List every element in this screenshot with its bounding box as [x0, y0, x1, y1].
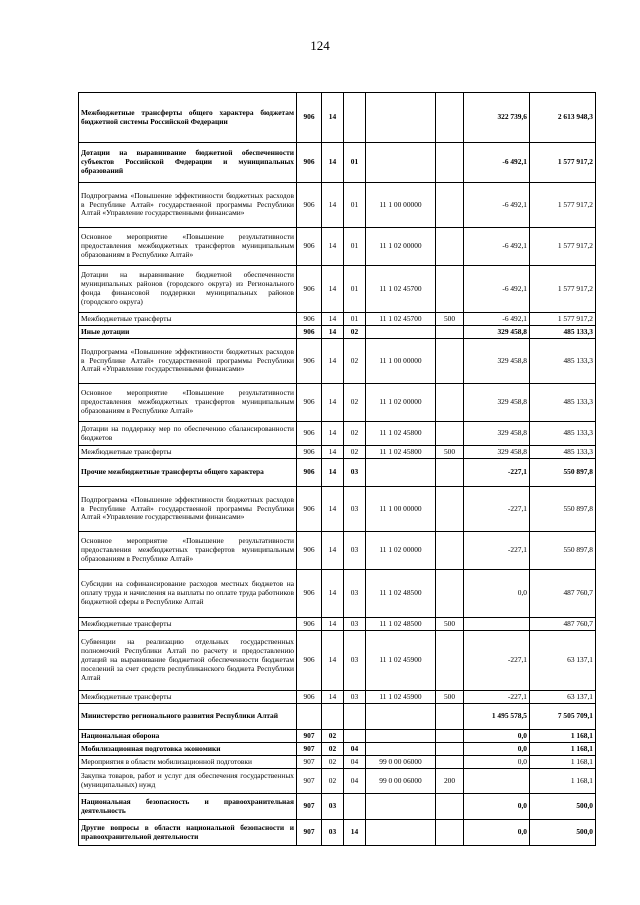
amount-total-cell: 550 897,8 — [530, 459, 596, 487]
expense-type-cell: 200 — [436, 769, 464, 794]
amount-total-cell: 63 137,1 — [530, 631, 596, 691]
section-code-cell: 03 — [322, 794, 344, 820]
item-name-cell: Мероприятия в области мобилизационной подготовки — [79, 756, 297, 769]
table-row — [79, 704, 596, 730]
item-name-cell: Основное мероприятие «Повышение результативности предоставления межбюджетных трансфертов муниципальным образованиям в Республике Алтай» — [79, 384, 297, 422]
section-code-cell: 14 — [322, 618, 344, 631]
expense-type-cell — [436, 532, 464, 570]
amount-change-cell: -227,1 — [464, 459, 530, 487]
amount-total-cell: 1 577 917,2 — [530, 228, 596, 266]
ministry-code-cell: 906 — [297, 313, 322, 326]
item-name-cell: Мобилизационная подготовка экономики — [79, 743, 297, 756]
section-code-cell: 03 — [322, 820, 344, 846]
ministry-code-cell: 906 — [297, 618, 322, 631]
section-code-cell: 14 — [322, 93, 344, 143]
subsection-code-cell: 02 — [344, 326, 366, 339]
budget-table — [78, 92, 596, 846]
table-row — [79, 618, 596, 631]
ministry-code-cell: 906 — [297, 339, 322, 384]
table-row — [79, 691, 596, 704]
item-name-cell: Межбюджетные трансферты — [79, 446, 297, 459]
amount-total-cell: 487 760,7 — [530, 570, 596, 618]
section-code-cell: 14 — [322, 446, 344, 459]
subsection-code-cell: 03 — [344, 570, 366, 618]
table-row — [79, 730, 596, 743]
item-name-cell: Дотации на выравнивание бюджетной обеспеченности муниципальных районов (городского округа) из Регионального фонда финансовой поддержки муниципальных районов (городского округа) — [79, 266, 297, 313]
item-name-cell: Министерство регионального развития Республики Алтай — [79, 704, 297, 730]
ministry-code-cell: 907 — [297, 730, 322, 743]
expense-type-cell — [436, 570, 464, 618]
ministry-code-cell — [297, 704, 322, 730]
amount-change-cell: 329 458,8 — [464, 384, 530, 422]
table-row — [79, 183, 596, 228]
subsection-code-cell: 03 — [344, 532, 366, 570]
expense-type-cell — [436, 730, 464, 743]
subsection-code-cell: 02 — [344, 339, 366, 384]
amount-total-cell: 485 133,3 — [530, 446, 596, 459]
table-row — [79, 631, 596, 691]
section-code-cell: 14 — [322, 422, 344, 446]
table-row — [79, 756, 596, 769]
amount-total-cell: 1 168,1 — [530, 743, 596, 756]
ministry-code-cell: 906 — [297, 183, 322, 228]
table-row — [79, 794, 596, 820]
target-article-cell — [366, 704, 436, 730]
section-code-cell: 14 — [322, 384, 344, 422]
table-row — [79, 228, 596, 266]
amount-change-cell: 0,0 — [464, 756, 530, 769]
section-code-cell: 14 — [322, 532, 344, 570]
expense-type-cell — [436, 794, 464, 820]
expense-type-cell — [436, 183, 464, 228]
item-name-cell: Прочие межбюджетные трансферты общего характера — [79, 459, 297, 487]
section-code-cell — [322, 704, 344, 730]
ministry-code-cell: 906 — [297, 532, 322, 570]
section-code-cell: 14 — [322, 459, 344, 487]
expense-type-cell — [436, 487, 464, 532]
item-name-cell: Подпрограмма «Повышение эффективности бюджетных расходов в Республике Алтай» государственной программы Республики Алтай «Управление государственными финансами» — [79, 339, 297, 384]
target-article-cell: 11 1 02 48500 — [366, 570, 436, 618]
target-article-cell: 11 1 02 48500 — [366, 618, 436, 631]
section-code-cell: 14 — [322, 691, 344, 704]
amount-change-cell — [464, 769, 530, 794]
subsection-code-cell: 02 — [344, 384, 366, 422]
subsection-code-cell — [344, 730, 366, 743]
ministry-code-cell: 906 — [297, 384, 322, 422]
amount-change-cell: -6 492,1 — [464, 183, 530, 228]
target-article-cell — [366, 143, 436, 183]
target-article-cell: 11 1 02 45700 — [366, 266, 436, 313]
item-name-cell: Основное мероприятие «Повышение результативности предоставления межбюджетных трансфертов муниципальным образованиям в Республике Алтай» — [79, 228, 297, 266]
expense-type-cell — [436, 326, 464, 339]
subsection-code-cell: 03 — [344, 487, 366, 532]
amount-total-cell: 500,0 — [530, 820, 596, 846]
amount-total-cell: 485 133,3 — [530, 422, 596, 446]
subsection-code-cell: 03 — [344, 631, 366, 691]
target-article-cell — [366, 730, 436, 743]
amount-change-cell: -227,1 — [464, 532, 530, 570]
item-name-cell: Закупка товаров, работ и услуг для обеспечения государственных (муниципальных) нужд — [79, 769, 297, 794]
amount-total-cell: 550 897,8 — [530, 532, 596, 570]
target-article-cell: 11 1 02 45800 — [366, 422, 436, 446]
subsection-code-cell: 01 — [344, 266, 366, 313]
table-row — [79, 266, 596, 313]
ministry-code-cell: 907 — [297, 756, 322, 769]
subsection-code-cell: 04 — [344, 769, 366, 794]
expense-type-cell — [436, 266, 464, 313]
amount-change-cell: 329 458,8 — [464, 339, 530, 384]
subsection-code-cell: 02 — [344, 446, 366, 459]
subsection-code-cell — [344, 93, 366, 143]
amount-change-cell: -6 492,1 — [464, 313, 530, 326]
ministry-code-cell: 906 — [297, 93, 322, 143]
amount-change-cell: -227,1 — [464, 631, 530, 691]
amount-change-cell: 329 458,8 — [464, 326, 530, 339]
expense-type-cell — [436, 631, 464, 691]
table-row — [79, 313, 596, 326]
table-row — [79, 532, 596, 570]
section-code-cell: 14 — [322, 228, 344, 266]
ministry-code-cell: 906 — [297, 446, 322, 459]
target-article-cell: 11 1 00 00000 — [366, 487, 436, 532]
expense-type-cell — [436, 93, 464, 143]
subsection-code-cell: 14 — [344, 820, 366, 846]
table-row — [79, 769, 596, 794]
subsection-code-cell: 01 — [344, 313, 366, 326]
item-name-cell: Подпрограмма «Повышение эффективности бюджетных расходов в Республике Алтай» государственной программы Республики Алтай «Управление государственными финансами» — [79, 487, 297, 532]
item-name-cell: Межбюджетные трансферты — [79, 691, 297, 704]
table-row — [79, 384, 596, 422]
table-row — [79, 326, 596, 339]
target-article-cell — [366, 743, 436, 756]
table-row — [79, 93, 596, 143]
table-row — [79, 422, 596, 446]
amount-total-cell: 2 613 948,3 — [530, 93, 596, 143]
table-row — [79, 487, 596, 532]
ministry-code-cell: 906 — [297, 422, 322, 446]
expense-type-cell — [436, 743, 464, 756]
subsection-code-cell: 03 — [344, 459, 366, 487]
ministry-code-cell: 907 — [297, 820, 322, 846]
amount-total-cell: 1 168,1 — [530, 756, 596, 769]
amount-change-cell: -227,1 — [464, 691, 530, 704]
amount-total-cell: 1 577 917,2 — [530, 313, 596, 326]
target-article-cell: 11 1 02 45800 — [366, 446, 436, 459]
ministry-code-cell: 907 — [297, 794, 322, 820]
section-code-cell: 14 — [322, 266, 344, 313]
section-code-cell: 14 — [322, 487, 344, 532]
subsection-code-cell — [344, 704, 366, 730]
amount-total-cell: 485 133,3 — [530, 339, 596, 384]
ministry-code-cell: 907 — [297, 743, 322, 756]
ministry-code-cell: 906 — [297, 487, 322, 532]
target-article-cell: 11 1 02 00000 — [366, 384, 436, 422]
section-code-cell: 02 — [322, 743, 344, 756]
amount-total-cell: 1 168,1 — [530, 769, 596, 794]
item-name-cell: Основное мероприятие «Повышение результативности предоставления межбюджетных трансфертов муниципальным образованиям в Республике Алтай» — [79, 532, 297, 570]
amount-total-cell: 500,0 — [530, 794, 596, 820]
amount-change-cell: -6 492,1 — [464, 228, 530, 266]
ministry-code-cell: 906 — [297, 691, 322, 704]
amount-change-cell: 322 739,6 — [464, 93, 530, 143]
section-code-cell: 14 — [322, 631, 344, 691]
expense-type-cell — [436, 143, 464, 183]
subsection-code-cell: 04 — [344, 756, 366, 769]
table-row — [79, 570, 596, 618]
ministry-code-cell: 906 — [297, 631, 322, 691]
amount-total-cell: 1 577 917,2 — [530, 183, 596, 228]
subsection-code-cell: 01 — [344, 143, 366, 183]
section-code-cell: 14 — [322, 143, 344, 183]
item-name-cell: Национальная оборона — [79, 730, 297, 743]
item-name-cell: Межбюджетные трансферты общего характера бюджетам бюджетной системы Российской Федерации — [79, 93, 297, 143]
ministry-code-cell: 906 — [297, 143, 322, 183]
item-name-cell: Межбюджетные трансферты — [79, 313, 297, 326]
expense-type-cell — [436, 820, 464, 846]
amount-change-cell: 0,0 — [464, 570, 530, 618]
target-article-cell — [366, 93, 436, 143]
amount-total-cell: 7 505 709,1 — [530, 704, 596, 730]
section-code-cell: 14 — [322, 326, 344, 339]
expense-type-cell: 500 — [436, 691, 464, 704]
target-article-cell: 11 1 02 00000 — [366, 532, 436, 570]
amount-total-cell: 550 897,8 — [530, 487, 596, 532]
target-article-cell — [366, 459, 436, 487]
table-row — [79, 459, 596, 487]
section-code-cell: 14 — [322, 183, 344, 228]
table-row — [79, 446, 596, 459]
table-row — [79, 743, 596, 756]
section-code-cell: 02 — [322, 730, 344, 743]
item-name-cell: Субсидии на софинансирование расходов местных бюджетов на оплату труда и начисления на выплаты по оплате труда работников бюджетной сферы в Республике Алтай — [79, 570, 297, 618]
subsection-code-cell: 03 — [344, 618, 366, 631]
ministry-code-cell: 906 — [297, 570, 322, 618]
target-article-cell: 99 0 00 06000 — [366, 769, 436, 794]
amount-total-cell: 1 577 917,2 — [530, 143, 596, 183]
subsection-code-cell: 01 — [344, 183, 366, 228]
amount-change-cell: -6 492,1 — [464, 143, 530, 183]
expense-type-cell — [436, 756, 464, 769]
item-name-cell: Межбюджетные трансферты — [79, 618, 297, 631]
amount-total-cell: 485 133,3 — [530, 384, 596, 422]
expense-type-cell — [436, 422, 464, 446]
target-article-cell — [366, 820, 436, 846]
ministry-code-cell: 906 — [297, 459, 322, 487]
amount-change-cell: 0,0 — [464, 820, 530, 846]
expense-type-cell — [436, 704, 464, 730]
expense-type-cell — [436, 459, 464, 487]
ministry-code-cell: 906 — [297, 326, 322, 339]
subsection-code-cell — [344, 794, 366, 820]
item-name-cell: Субвенции на реализацию отдельных государственных полномочий Республики Алтай по расчету и предоставлению дотаций на выравнивание бюджетной обеспеченности бюджетам поселений за счет средств республиканского бюджета Республики Алтай — [79, 631, 297, 691]
page-number: 124 — [310, 38, 330, 53]
amount-change-cell: 329 458,8 — [464, 422, 530, 446]
ministry-code-cell: 907 — [297, 769, 322, 794]
section-code-cell: 14 — [322, 570, 344, 618]
target-article-cell: 11 1 02 45900 — [366, 631, 436, 691]
target-article-cell: 11 1 02 00000 — [366, 228, 436, 266]
target-article-cell: 11 1 00 00000 — [366, 339, 436, 384]
expense-type-cell — [436, 384, 464, 422]
item-name-cell: Другие вопросы в области национальной безопасности и правоохранительной деятельности — [79, 820, 297, 846]
item-name-cell: Дотации на поддержку мер по обеспечению сбалансированности бюджетов — [79, 422, 297, 446]
target-article-cell: 11 1 02 45700 — [366, 313, 436, 326]
item-name-cell: Иные дотации — [79, 326, 297, 339]
amount-total-cell: 63 137,1 — [530, 691, 596, 704]
target-article-cell: 99 0 00 06000 — [366, 756, 436, 769]
amount-total-cell: 487 760,7 — [530, 618, 596, 631]
budget-table-body — [79, 93, 596, 846]
amount-change-cell: 0,0 — [464, 794, 530, 820]
section-code-cell: 02 — [322, 756, 344, 769]
expense-type-cell — [436, 339, 464, 384]
amount-change-cell — [464, 618, 530, 631]
ministry-code-cell: 906 — [297, 266, 322, 313]
subsection-code-cell: 01 — [344, 228, 366, 266]
section-code-cell: 02 — [322, 769, 344, 794]
target-article-cell: 11 1 00 00000 — [366, 183, 436, 228]
item-name-cell: Дотации на выравнивание бюджетной обеспеченности субъектов Российской Федерации и муниципальных образований — [79, 143, 297, 183]
subsection-code-cell: 03 — [344, 691, 366, 704]
amount-total-cell: 1 577 917,2 — [530, 266, 596, 313]
amount-change-cell: 329 458,8 — [464, 446, 530, 459]
amount-change-cell: 0,0 — [464, 743, 530, 756]
amount-change-cell: 1 495 578,5 — [464, 704, 530, 730]
item-name-cell: Подпрограмма «Повышение эффективности бюджетных расходов в Республике Алтай» государственной программы Республики Алтай «Управление государственными финансами» — [79, 183, 297, 228]
item-name-cell: Национальная безопасность и правоохранительная деятельность — [79, 794, 297, 820]
amount-change-cell: -6 492,1 — [464, 266, 530, 313]
table-row — [79, 143, 596, 183]
subsection-code-cell: 04 — [344, 743, 366, 756]
ministry-code-cell: 906 — [297, 228, 322, 266]
amount-total-cell: 485 133,3 — [530, 326, 596, 339]
section-code-cell: 14 — [322, 339, 344, 384]
target-article-cell — [366, 794, 436, 820]
amount-change-cell: 0,0 — [464, 730, 530, 743]
expense-type-cell: 500 — [436, 446, 464, 459]
target-article-cell — [366, 326, 436, 339]
section-code-cell: 14 — [322, 313, 344, 326]
target-article-cell: 11 1 02 45900 — [366, 691, 436, 704]
expense-type-cell: 500 — [436, 618, 464, 631]
table-row — [79, 820, 596, 846]
table-row — [79, 339, 596, 384]
expense-type-cell: 500 — [436, 313, 464, 326]
expense-type-cell — [436, 228, 464, 266]
amount-total-cell: 1 168,1 — [530, 730, 596, 743]
subsection-code-cell: 02 — [344, 422, 366, 446]
amount-change-cell: -227,1 — [464, 487, 530, 532]
